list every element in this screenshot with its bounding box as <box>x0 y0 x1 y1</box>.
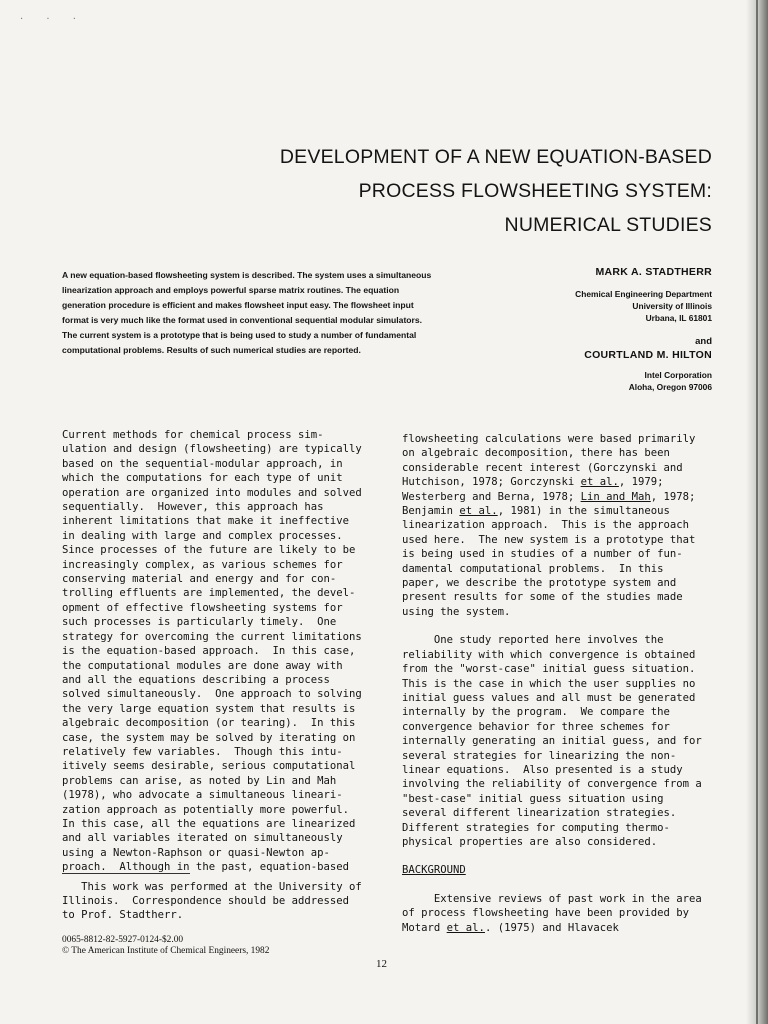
text-line: linear equations. Also presented is a study <box>402 763 683 776</box>
text-line: convergence behavior for three schemes for <box>402 720 670 733</box>
text-line: Since processes of the future are likely to be <box>62 544 356 557</box>
text-line: the very large equation system that results is <box>62 702 356 715</box>
text-line: several strategies for linearizing the non- <box>402 749 677 762</box>
author-affiliation-1-dept: Chemical Engineering Department <box>575 289 712 299</box>
text-line: using a Newton-Raphson or quasi-Newton ap- <box>62 846 330 859</box>
author-and: and <box>695 336 712 347</box>
text-line: internally by the program. We compare the <box>402 706 670 719</box>
text-line: is being used in studies of a number of fun- <box>402 548 683 561</box>
author-name-1: MARK A. STADTHERR <box>595 266 712 278</box>
text-line: of process flowsheeting have been provided by <box>402 907 690 920</box>
text-line: itively seems desirable, serious computational <box>62 760 356 773</box>
text-fragment: Benjamin <box>402 505 454 518</box>
author-affiliation-2-org: Intel Corporation <box>644 370 712 380</box>
text-fragment: , 1981) in the simultaneous <box>497 505 670 518</box>
footnote-line <box>62 880 362 894</box>
body-column-left <box>62 428 362 875</box>
text-line <box>402 475 702 489</box>
citation-etal: et al. <box>446 921 485 934</box>
author-name-2: COURTLAND M. HILTON <box>584 349 712 361</box>
text-fragment: Motard <box>402 921 441 934</box>
title-line-1: DEVELOPMENT OF A NEW EQUATION-BASED <box>279 146 712 168</box>
text-line: Different strategies for computing thermo- <box>402 821 670 834</box>
text-line <box>402 892 702 906</box>
text-line <box>402 633 702 647</box>
text-fragment: Westerberg and Berna, 1978; <box>402 490 575 503</box>
text-line: strategy for overcoming the current limitations <box>62 630 362 643</box>
text-line: initial guess values and all must be generated <box>402 691 696 704</box>
footnote-line: Illinois. Correspondence should be addressed <box>62 895 350 907</box>
text-fragment: Extensive reviews of past work in the area <box>433 892 702 905</box>
footnote <box>62 880 362 922</box>
publication-code: 0065-8812-82-5927-0124-$2.00 <box>62 935 184 945</box>
text-fragment: . (1975) and Hlavacek <box>484 921 619 934</box>
text-line: algebraic decomposition (or tearing). In this <box>62 717 356 730</box>
text-fragment: Hutchison, 1978; Gorczynski <box>402 476 575 489</box>
text-line: relatively few variables. Though this intu- <box>62 745 343 758</box>
author-block <box>432 266 712 393</box>
text-line: This is the case in which the user supplies no <box>402 677 696 690</box>
page-number: 12 <box>376 958 387 970</box>
text-line: physical properties are also considered. <box>402 835 658 848</box>
author-affiliation-1-univ: University of Illinois <box>632 301 712 311</box>
abstract: A new equation-based flowsheeting system is described. The system uses a simultaneous linearization approach and employs powerful sparse matrix routines. The equation generation procedure is efficient and makes flowsheet input easy. The flowsheet input format is very much like the format used in conventional sequential modular simulators. The current system is a prototype that is being used to study a number of fundamental computational problems. Results of such numerical studies are reported. <box>62 270 432 355</box>
text-line: reliability with which convergence is obtained <box>402 648 696 661</box>
text-fragment: , 1978; <box>650 490 696 503</box>
text-line: operation are organized into modules and solved <box>62 486 362 499</box>
text-line: sequentially. However, this approach has <box>62 501 324 514</box>
text-line: present results for some of the studies made <box>402 591 683 604</box>
text-line: such processes is particularly timely. One <box>62 616 337 629</box>
text-line: damental computational problems. In this <box>402 562 664 575</box>
text-line: used here. The new system is a prototype that <box>402 533 696 546</box>
text-line: considerable recent interest (Gorczynski and <box>402 461 683 474</box>
text-line: linearization approach. This is the approach <box>402 519 690 532</box>
text-line: internally generating an initial guess, and for <box>402 735 702 748</box>
text-line <box>402 490 702 504</box>
text-line: which the computations for each type of unit <box>62 472 343 485</box>
text-line: paper, we describe the prototype system and <box>402 577 677 590</box>
text-line: using the system. <box>402 605 511 618</box>
text-line: inherent limitations that make it ineffective <box>62 515 350 528</box>
text-line: problems can arise, as noted by Lin and Mah <box>62 774 337 787</box>
text-line: case, the system may be solved by iterating on <box>62 731 356 744</box>
text-line: and all variables iterated on simultaneously <box>62 832 343 845</box>
paragraph-gap <box>402 878 702 892</box>
text-line: opment of effective flowsheeting systems for <box>62 601 343 614</box>
text-fragment: One study reported here involves the <box>433 634 664 647</box>
text-line: In this case, all the equations are linearized <box>62 817 356 830</box>
text-line: in dealing with large and complex processes. <box>62 529 343 542</box>
text-line <box>402 504 702 518</box>
text-line: is the equation-based approach. In this case, <box>62 645 356 658</box>
text-line: several different linearization strategies. <box>402 807 677 820</box>
text-line: conserving material and energy and for con- <box>62 573 337 586</box>
scan-speckles: · · · <box>20 14 86 25</box>
author-affiliation-1-city: Urbana, IL 61801 <box>645 313 712 323</box>
footnote-rule <box>62 873 190 874</box>
text-line: on algebraic decomposition, there has been <box>402 447 670 460</box>
paragraph-gap <box>402 849 702 863</box>
text-line: involving the reliability of convergence from a <box>402 778 702 791</box>
body-column-right <box>402 432 702 935</box>
text-line: trolling effluents are implemented, the devel- <box>62 587 356 600</box>
text-fragment: This work was performed at the University of <box>81 881 362 893</box>
text-line: "best-case" initial guess situation using <box>402 792 664 805</box>
text-line: proach. Although in the past, equation-based <box>62 861 350 874</box>
citation-lin-mah: Lin and Mah <box>580 490 651 503</box>
paragraph-gap <box>402 619 702 633</box>
text-line: from the "worst-case" initial guess situation. <box>402 663 696 676</box>
copyright-notice: © The American Institute of Chemical Engineers, 1982 <box>62 946 270 956</box>
citation-etal: et al. <box>580 476 619 489</box>
text-line: (1978), who advocate a simultaneous lineari- <box>62 789 343 802</box>
text-line: ulation and design (flowsheeting) are typically <box>62 443 362 456</box>
text-line: increasingly complex, as various schemes for <box>62 558 343 571</box>
title-line-2: PROCESS FLOWSHEETING SYSTEM: <box>358 180 712 202</box>
publication-info <box>62 935 269 957</box>
author-affiliation-2-city: Aloha, Oregon 97006 <box>628 382 712 392</box>
text-line: the computational modules are done away with <box>62 659 343 672</box>
text-fragment: , 1979; <box>618 476 664 489</box>
paper-title <box>280 140 712 242</box>
text-line: solved simultaneously. One approach to solving <box>62 688 362 701</box>
section-heading-background: BACKGROUND <box>402 864 466 877</box>
citation-etal: et al. <box>459 505 498 518</box>
text-line: zation approach as potentially more powerful. <box>62 803 350 816</box>
title-line-3: NUMERICAL STUDIES <box>504 214 712 236</box>
scan-page-edge-line <box>756 0 758 1024</box>
text-line: flowsheeting calculations were based primarily <box>402 433 696 445</box>
footnote-line: to Prof. Stadtherr. <box>62 909 184 921</box>
text-line <box>402 921 702 935</box>
text-line: and all the equations describing a process <box>62 673 330 686</box>
text-line: Current methods for chemical process sim- <box>62 429 324 441</box>
text-line: based on the sequential-modular approach, in <box>62 457 343 470</box>
